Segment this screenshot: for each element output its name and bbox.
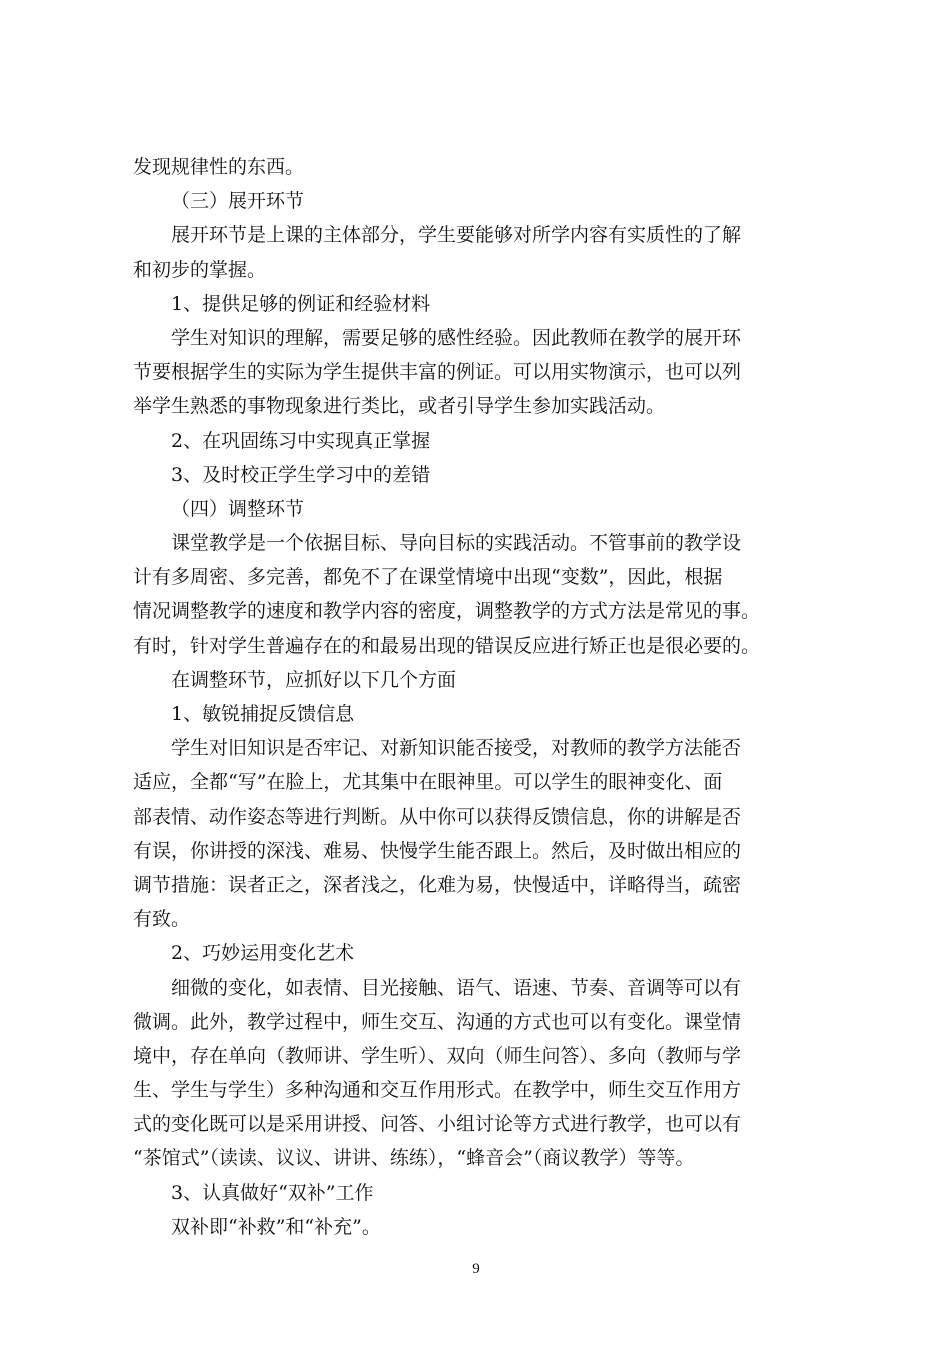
text-line: 节要根据学生的实际为学生提供丰富的例证。可以用实物演示，也可以列 [133, 361, 742, 384]
text-line: 有致。 [133, 908, 191, 931]
text-line: 生、学生与学生）多种沟通和交互作用形式。在教学中，师生交互作用方 [133, 1079, 742, 1102]
text-line: 3、及时校正学生学习中的差错 [171, 463, 431, 486]
text-line: 学生对旧知识是否牢记、对新知识能否接受，对教师的教学方法能否 [171, 737, 742, 760]
text-line: 课堂教学是一个依据目标、导向目标的实践活动。不管事前的教学设 [171, 532, 742, 555]
text-line: 细微的变化，如表情、目光接触、语气、语速、节奏、音调等可以有 [171, 976, 742, 999]
text-line: 2、巧妙运用变化艺术 [171, 942, 355, 965]
text-line: 展开环节是上课的主体部分，学生要能够对所学内容有实质性的了解 [171, 224, 742, 247]
text-line: 和初步的掌握。 [133, 258, 267, 281]
text-line: 境中，存在单向（教师讲、学生听）、双向（师生问答）、多向（教师与学 [133, 1044, 742, 1067]
text-line: 1、敏锐捕捉反馈信息 [171, 703, 355, 725]
text-line: “茶馆式”（读读、议议、讲讲、练练），“蜂音会”（商议教学）等等。 [133, 1147, 695, 1170]
text-line: 情况调整教学的速度和教学内容的密度，调整教学的方式方法是常见的事。 [133, 600, 761, 623]
text-line: 部表情、动作姿态等进行判断。从中你可以获得反馈信息，你的讲解是否 [133, 805, 742, 828]
text-line: 1、提供足够的例证和经验材料 [171, 292, 431, 315]
text-line: 调节措施：误者正之，深者浅之，化难为易，快慢适中，详略得当，疏密 [133, 873, 742, 896]
text-line: 发现规律性的东西。 [133, 156, 305, 178]
text-line: （三）展开环节 [171, 190, 305, 213]
body-text [133, 150, 773, 1244]
text-line: 3、认真做好“双补”工作 [171, 1181, 374, 1204]
text-line: （四）调整环节 [171, 497, 305, 520]
text-line: 在调整环节，应抓好以下几个方面 [171, 668, 457, 691]
text-line: 微调。此外，教学过程中，师生交互、沟通的方式也可以有变化。课堂情 [133, 1010, 742, 1033]
text-line: 双补即“补救”和“补充”。 [171, 1215, 381, 1238]
text-line: 计有多周密、多完善，都免不了在课堂情境中出现“变数”，因此，根据 [133, 566, 723, 589]
text-line: 举学生熟悉的事物现象进行类比，或者引导学生参加实践活动。 [133, 395, 666, 418]
text-line: 适应，全都“写”在脸上，尤其集中在眼神里。可以学生的眼神变化、面 [133, 771, 723, 794]
text-line: 式的变化既可以是采用讲授、问答、小组讨论等方式进行教学，也可以有 [133, 1113, 742, 1136]
text-line: 学生对知识的理解，需要足够的感性经验。因此教师在教学的展开环 [171, 326, 742, 349]
text-line: 有误，你讲授的深浅、难易、快慢学生能否跟上。然后，及时做出相应的 [133, 839, 742, 862]
text-line: 2、在巩固练习中实现真正掌握 [171, 429, 431, 452]
page-number: 9 [472, 1261, 480, 1277]
text-line: 有时，针对学生普遍存在的和最易出现的错误反应进行矫正也是很必要的。 [133, 634, 761, 657]
